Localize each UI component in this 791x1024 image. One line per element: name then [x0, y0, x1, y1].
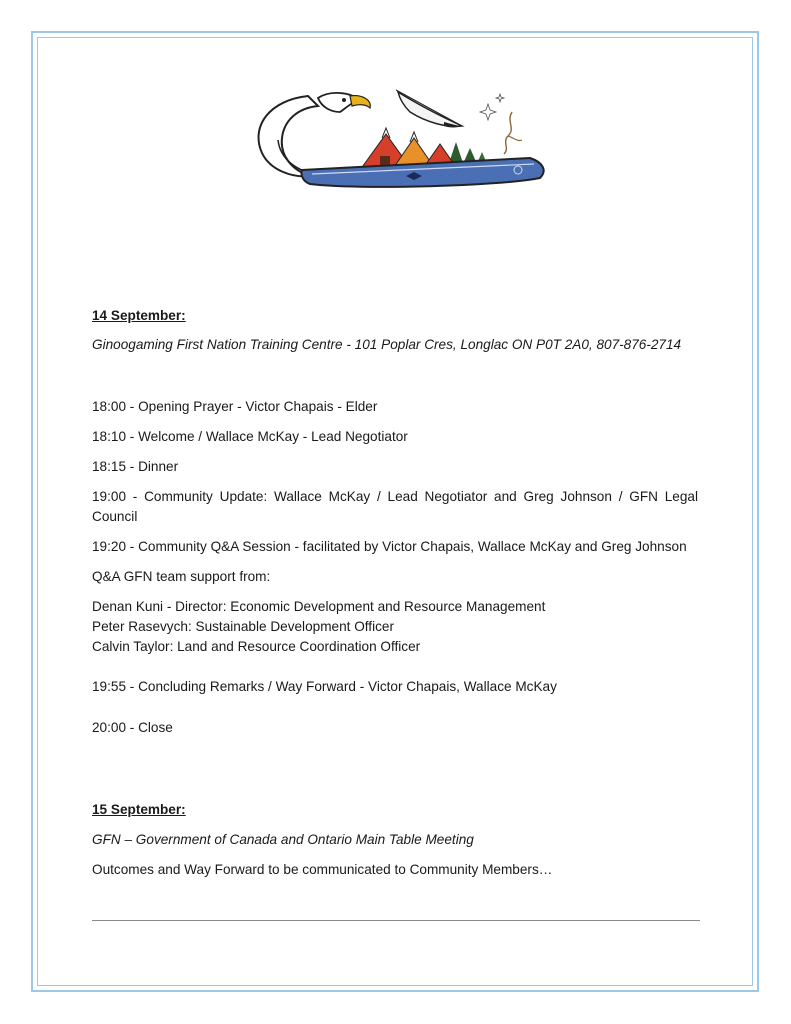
support-member: Denan Kuni - Director: Economic Development and Resource Management — [92, 599, 546, 614]
agenda-item: 18:10 - Welcome / Wallace McKay - Lead Negotiator — [92, 429, 408, 444]
agenda-item: 19:00 - Community Update: Wallace McKay / Lead Negotiator and Greg Johnson / GFN Legal Council — [92, 489, 698, 524]
section-heading-14-september: 14 September: — [92, 308, 186, 323]
eagle-beak — [350, 96, 370, 108]
section-heading-15-september: 15 September: — [92, 802, 186, 817]
footer-divider — [92, 920, 700, 921]
eagle-swoosh — [259, 96, 318, 176]
agenda-item: 20:00 - Close — [92, 720, 173, 735]
venue-line: Ginoogaming First Nation Training Centre - 101 Poplar Cres, Longlac ON P0T 2A0, 807-876-2714 — [92, 337, 682, 352]
agenda-item: 18:15 - Dinner — [92, 459, 179, 474]
outcomes-note: Outcomes and Way Forward to be communicated to Community Members… — [92, 862, 553, 877]
agenda-item: Q&A GFN team support from: — [92, 569, 271, 584]
agenda-item: 19:55 - Concluding Remarks / Way Forward - Victor Chapais, Wallace McKay — [92, 679, 557, 694]
ginoogaming-logo — [200, 78, 550, 196]
support-member: Peter Rasevych: Sustainable Development Officer — [92, 619, 394, 634]
document-body — [92, 306, 698, 880]
agenda-item: 19:20 - Community Q&A Session - facilitated by Victor Chapais, Wallace McKay and Greg Johnson — [92, 539, 687, 554]
meeting-line: GFN – Government of Canada and Ontario Main Table Meeting — [92, 832, 474, 847]
support-member: Calvin Taylor: Land and Resource Coordination Officer — [92, 639, 421, 654]
agenda-item: 18:00 - Opening Prayer - Victor Chapais - Elder — [92, 399, 378, 414]
support-team-list — [92, 597, 698, 657]
